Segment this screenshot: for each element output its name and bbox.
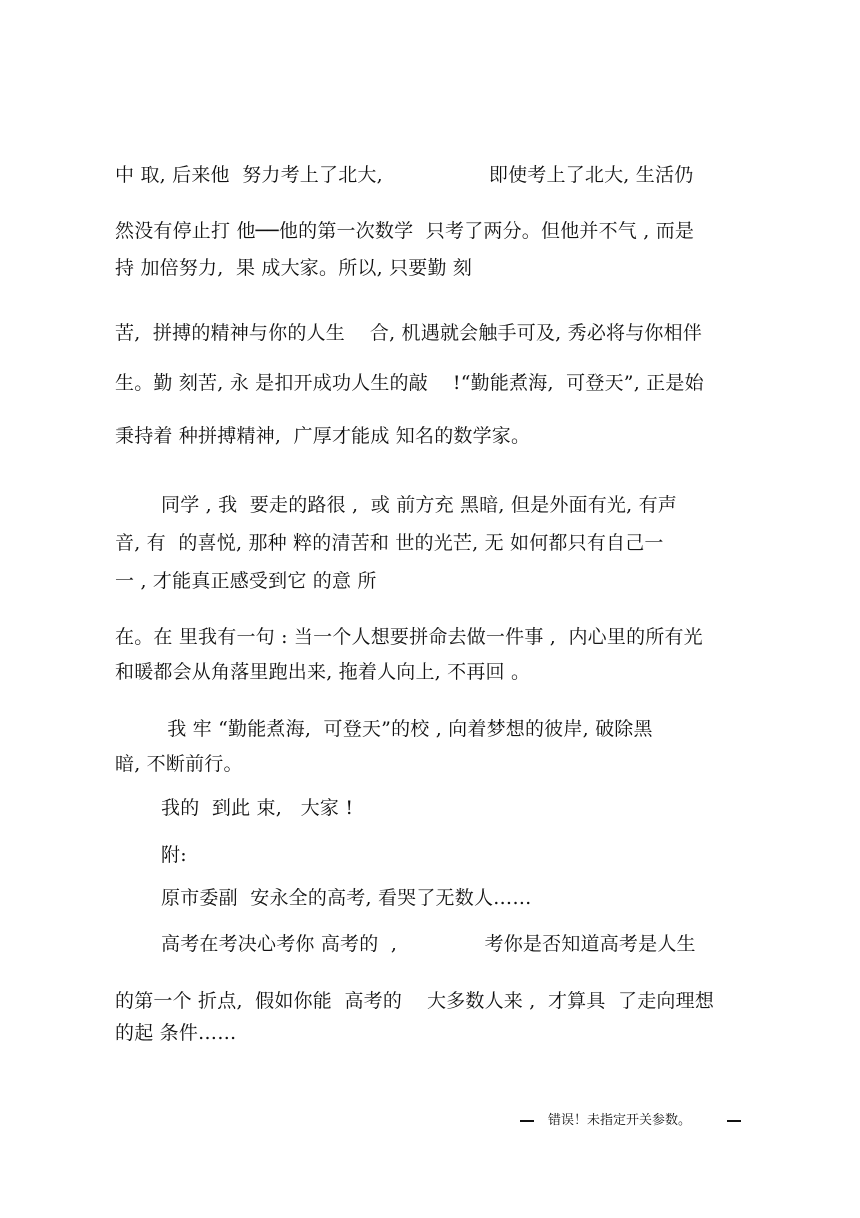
body-line-13: 暗, 不断前行。 (115, 753, 243, 775)
body-line-3: 持 加倍努力, 果 成大家。所以, 只要勤 刻 (115, 257, 473, 279)
body-line-6: 秉持着 种拼搏精神, 广厚才能成 知名的数学家。 (115, 425, 531, 447)
body-line-1: 中 取, 后来他 努力考上了北大, 即使考上了北大, 生活仍 (115, 164, 694, 186)
body-line-4: 苦, 拼搏的精神与你的人生 合, 机遇就会触手可及, 秀必将与你相伴 (115, 322, 703, 344)
body-line-2: 然没有停止打 他──他的第一次数学 只考了两分。但他并不气 , 而是 (115, 220, 695, 242)
body-line-15: 附: (161, 844, 187, 866)
body-line-10: 在。在 里我有一句 : 当一个人想要拼命去做一件事 , 内心里的所有光 (115, 626, 703, 648)
body-line-11: 和暖都会从角落里跑出来, 拖着人向上, 不再回 。 (115, 661, 531, 683)
body-line-7: 同学 , 我 要走的路很 , 或 前方充 黑暗, 但是外面有光, 有声 (161, 494, 677, 516)
body-line-12: 我 牢 “勤能煮海, 可登天”的校 , 向着梦想的彼岸, 破除黑 (161, 718, 653, 740)
body-line-18: 的第一个 折点, 假如你能 高考的 大多数人来 , 才算具 了走向理想 (115, 990, 715, 1012)
footer-text: 错误！未指定开关参数。 (548, 1113, 692, 1128)
footer-dash-left (520, 1120, 534, 1122)
body-line-14: 我的 到此 束, 大家 ! (161, 797, 354, 819)
body-line-9: 一 , 才能真正感受到它 的意 所 (115, 570, 377, 592)
body-line-17: 高考在考决心考你 高考的 , 考你是否知道高考是人生 (161, 933, 696, 955)
body-line-19: 的起 条件…… (115, 1022, 237, 1044)
body-line-8: 音, 有 的喜悦, 那种 粹的清苦和 世的光芒, 无 如何都只有自己一 (115, 532, 664, 554)
body-line-5: 生。勤 刻苦, 永 是扣开成功人生的敲 !“勤能煮海, 可登天”, 正是始 (115, 372, 704, 394)
footer-dash-right (727, 1120, 741, 1122)
page-footer (520, 1112, 741, 1130)
body-line-16: 原市委副 安永全的高考, 看哭了无数人…… (161, 887, 532, 909)
